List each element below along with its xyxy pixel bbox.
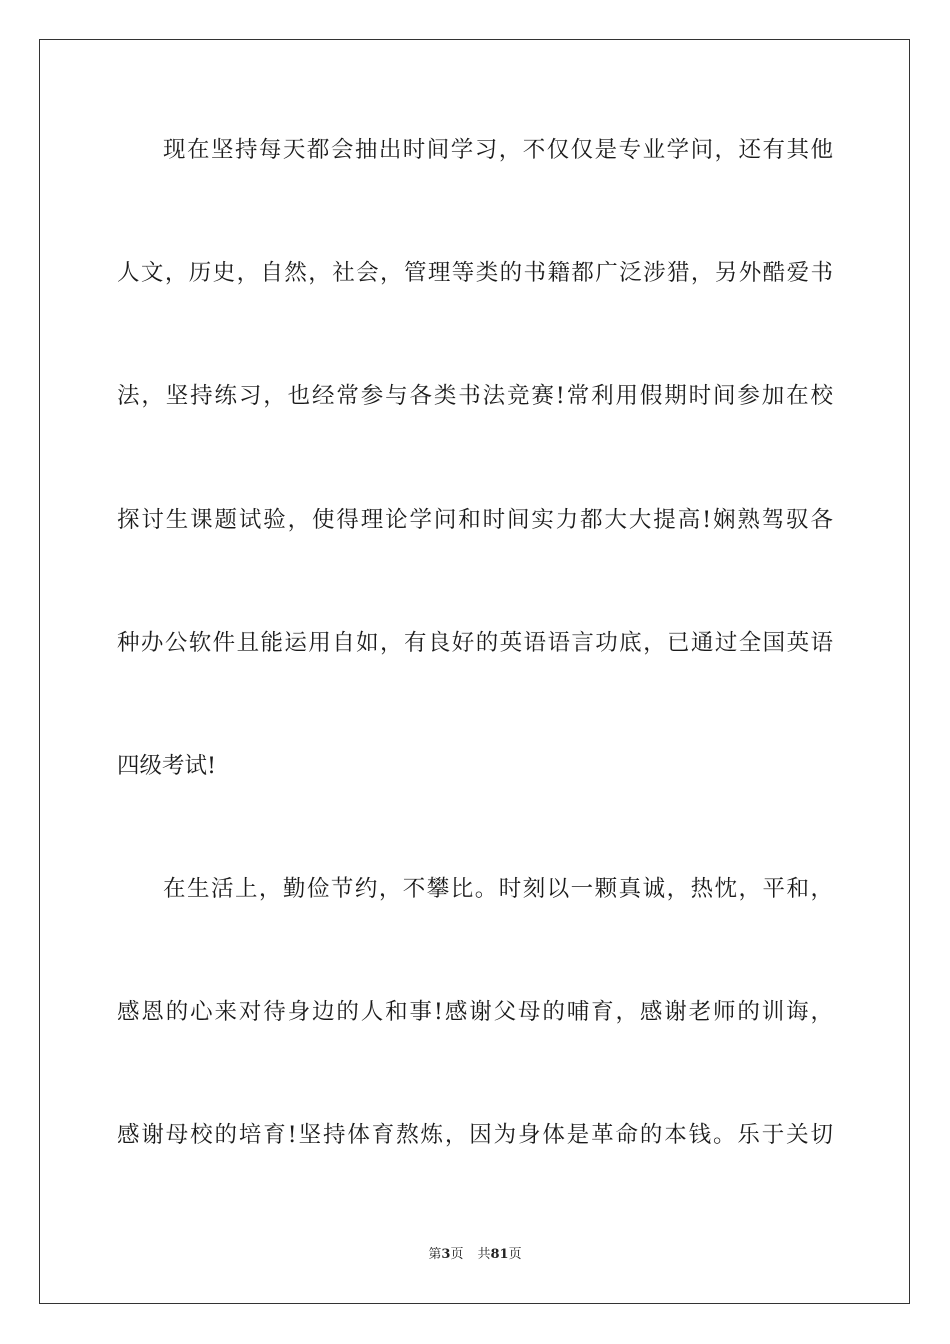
total-suffix: 页 xyxy=(508,1247,522,1262)
page-number: 3 xyxy=(441,1247,451,1262)
page-prefix: 第 xyxy=(428,1247,442,1262)
paragraph-line: 种办公软件且能运用自如，有良好的英语语言功底，已通过全国英语 xyxy=(117,630,833,656)
total-prefix: 共 xyxy=(477,1247,491,1262)
paragraph-line: 感谢母校的培育!坚持体育熬炼，因为身体是革命的本钱。乐于关切 xyxy=(117,1122,833,1148)
page-border xyxy=(39,39,910,1304)
paragraph-line: 人文，历史，自然，社会，管理等类的书籍都广泛涉猎，另外酷爱书 xyxy=(117,260,833,286)
paragraph-line: 四级考试! xyxy=(117,753,217,779)
paragraph-line: 探讨生课题试验，使得理论学问和时间实力都大大提高!娴熟驾驭各 xyxy=(117,507,833,533)
paragraph-line: 法，坚持练习，也经常参与各类书法竞赛!常利用假期时间参加在校 xyxy=(117,383,833,409)
page-suffix: 页 xyxy=(450,1247,464,1262)
paragraph-line: 现在坚持每天都会抽出时间学习，不仅仅是专业学问，还有其他 xyxy=(163,137,833,163)
paragraph-line: 在生活上，勤俭节约，不攀比。时刻以一颗真诚，热忱，平和， xyxy=(163,876,833,902)
page-footer xyxy=(0,1246,950,1264)
total-pages: 81 xyxy=(490,1247,509,1262)
paragraph-line: 感恩的心来对待身边的人和事!感谢父母的哺育，感谢老师的训诲， xyxy=(117,999,833,1025)
